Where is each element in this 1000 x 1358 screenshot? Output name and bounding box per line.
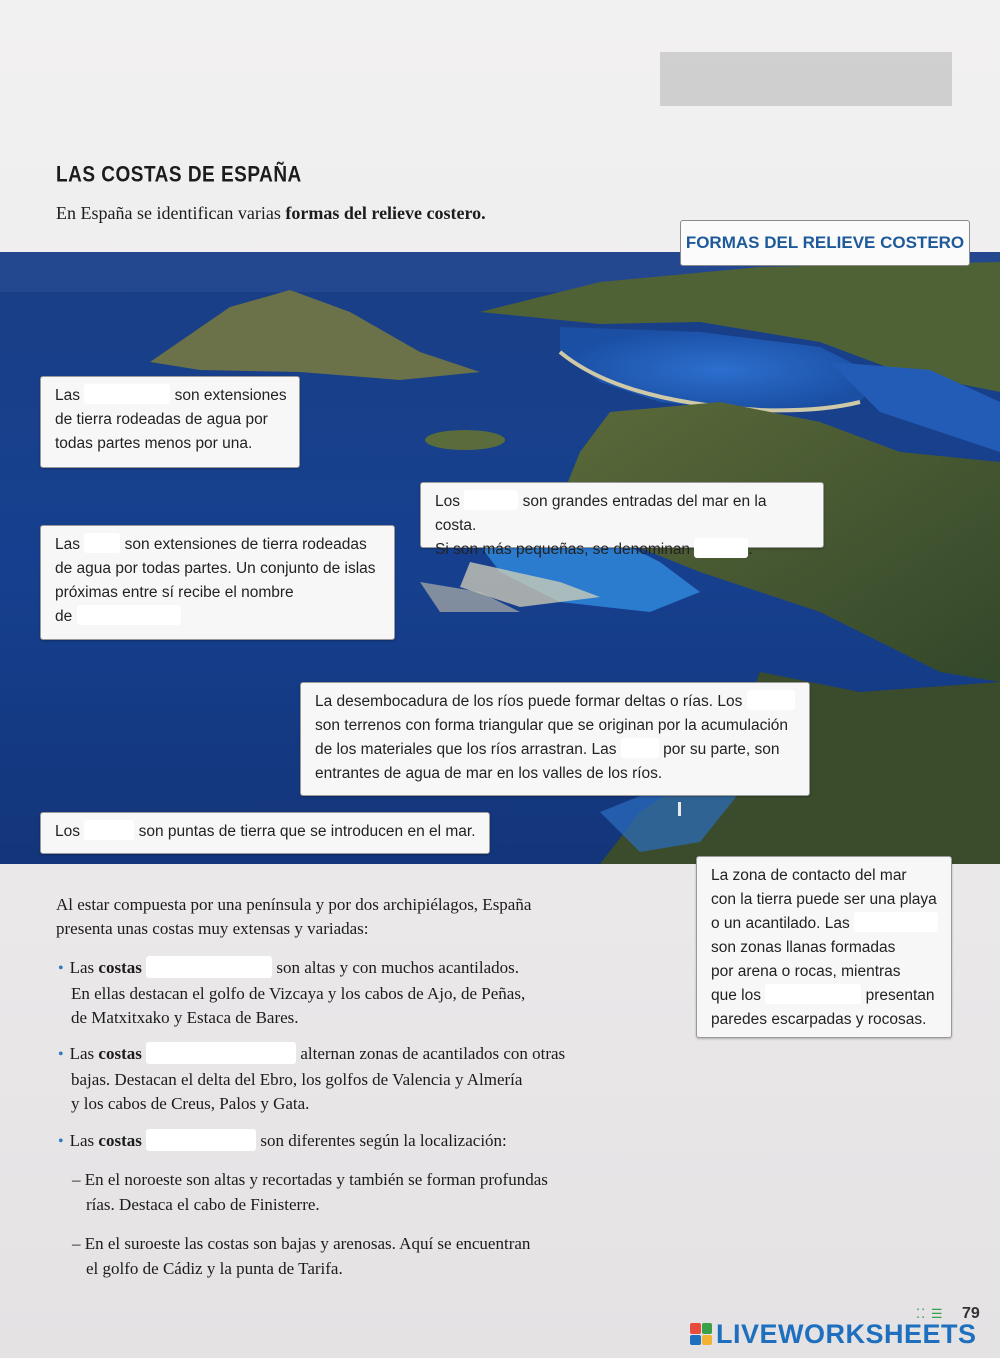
callout-capes: Los son puntas de tierra que se introducen en el mar.	[40, 812, 490, 854]
bullet-dot-icon: •	[58, 1046, 64, 1063]
bullet-dot-icon: •	[58, 960, 64, 977]
bullet-mediterranean-coast: • Las costas alternan zonas de acantilados con otras bajas. Destacan el delta del Ebro, los golfos de Valencia y Almería y los cabos de Creus, Palos y Gata.	[58, 1044, 566, 1113]
liveworksheets-logo-icon	[690, 1323, 712, 1345]
bleed-through-heading	[660, 52, 952, 106]
blank-beaches[interactable]	[854, 912, 938, 932]
blank-gulfs[interactable]	[464, 490, 518, 510]
intro-text: En España se identifican varias formas del relieve costero.	[56, 203, 486, 223]
body-intro: Al estar compuesta por una península y por dos archipiélagos, España presenta unas costas muy extensas y variadas:	[56, 895, 532, 938]
dash-northwest: – En el noroeste son altas y recortadas y también se forman profundas rías. Destaca el cabo de Finisterre.	[72, 1170, 548, 1214]
relief-forms-title: FORMAS DEL RELIEVE COSTERO	[680, 220, 970, 266]
bullet-dot-icon: •	[58, 1133, 64, 1150]
blank-deltas[interactable]	[747, 690, 795, 710]
blank-atlantic-coast[interactable]	[146, 1129, 256, 1151]
menu-dots-icon: ⁚⁚ ☰	[916, 1306, 944, 1321]
callout-beaches-cliffs: La zona de contacto del mar con la tierra puede ser una playa o un acantilado. Las son zonas llanas formadas por arena o rocas, mientras que los presentan paredes escarpadas y rocosas.	[696, 856, 952, 1038]
liveworksheets-logo: LIVEWORKSHEETS	[690, 1318, 977, 1350]
callout-peninsulas: Las son extensiones de tierra rodeadas de agua por todas partes menos por una.	[40, 376, 300, 468]
blank-capes[interactable]	[84, 820, 134, 840]
blank-cliffs[interactable]	[765, 984, 861, 1004]
dash-southwest: – En el suroeste las costas son bajas y arenosas. Aquí se encuentran el golfo de Cádiz y la punta de Tarifa.	[72, 1234, 531, 1278]
callout-islands: Las son extensiones de tierra rodeadas de agua por todas partes. Un conjunto de islas próximas entre sí recibe el nombre de	[40, 525, 395, 640]
blank-peninsulas[interactable]	[84, 384, 170, 404]
blank-north-coast[interactable]	[146, 956, 272, 978]
section-title: LAS COSTAS DE ESPAÑA	[56, 163, 302, 188]
callout-gulfs: Los son grandes entradas del mar en la costa. Si son más pequeñas, se denominan .	[420, 482, 824, 548]
bullet-atlantic-coast: • Las costas son diferentes según la localización:	[58, 1131, 507, 1150]
blank-rias[interactable]	[621, 738, 659, 758]
blank-archipelago[interactable]	[77, 605, 181, 625]
blank-bays[interactable]	[694, 538, 748, 558]
bleed-through-text	[470, 160, 474, 177]
callout-deltas-rias: La desembocadura de los ríos puede formar deltas o rías. Los son terrenos con forma triangular que se originan por la acumulación de los materiales que los ríos arrastran. Las por su parte, son entrantes de agua de mar en los valles de los ríos.	[300, 682, 810, 796]
page-number: 79	[962, 1305, 980, 1322]
blank-mediterranean-coast[interactable]	[146, 1042, 296, 1064]
blank-islands[interactable]	[84, 533, 120, 553]
bullet-north-coast: • Las costas son altas y con muchos acantilados. En ellas destacan el golfo de Vizcaya y los cabos de Ajo, de Peñas, de Matxitxako y Estaca de Bares.	[58, 958, 526, 1027]
